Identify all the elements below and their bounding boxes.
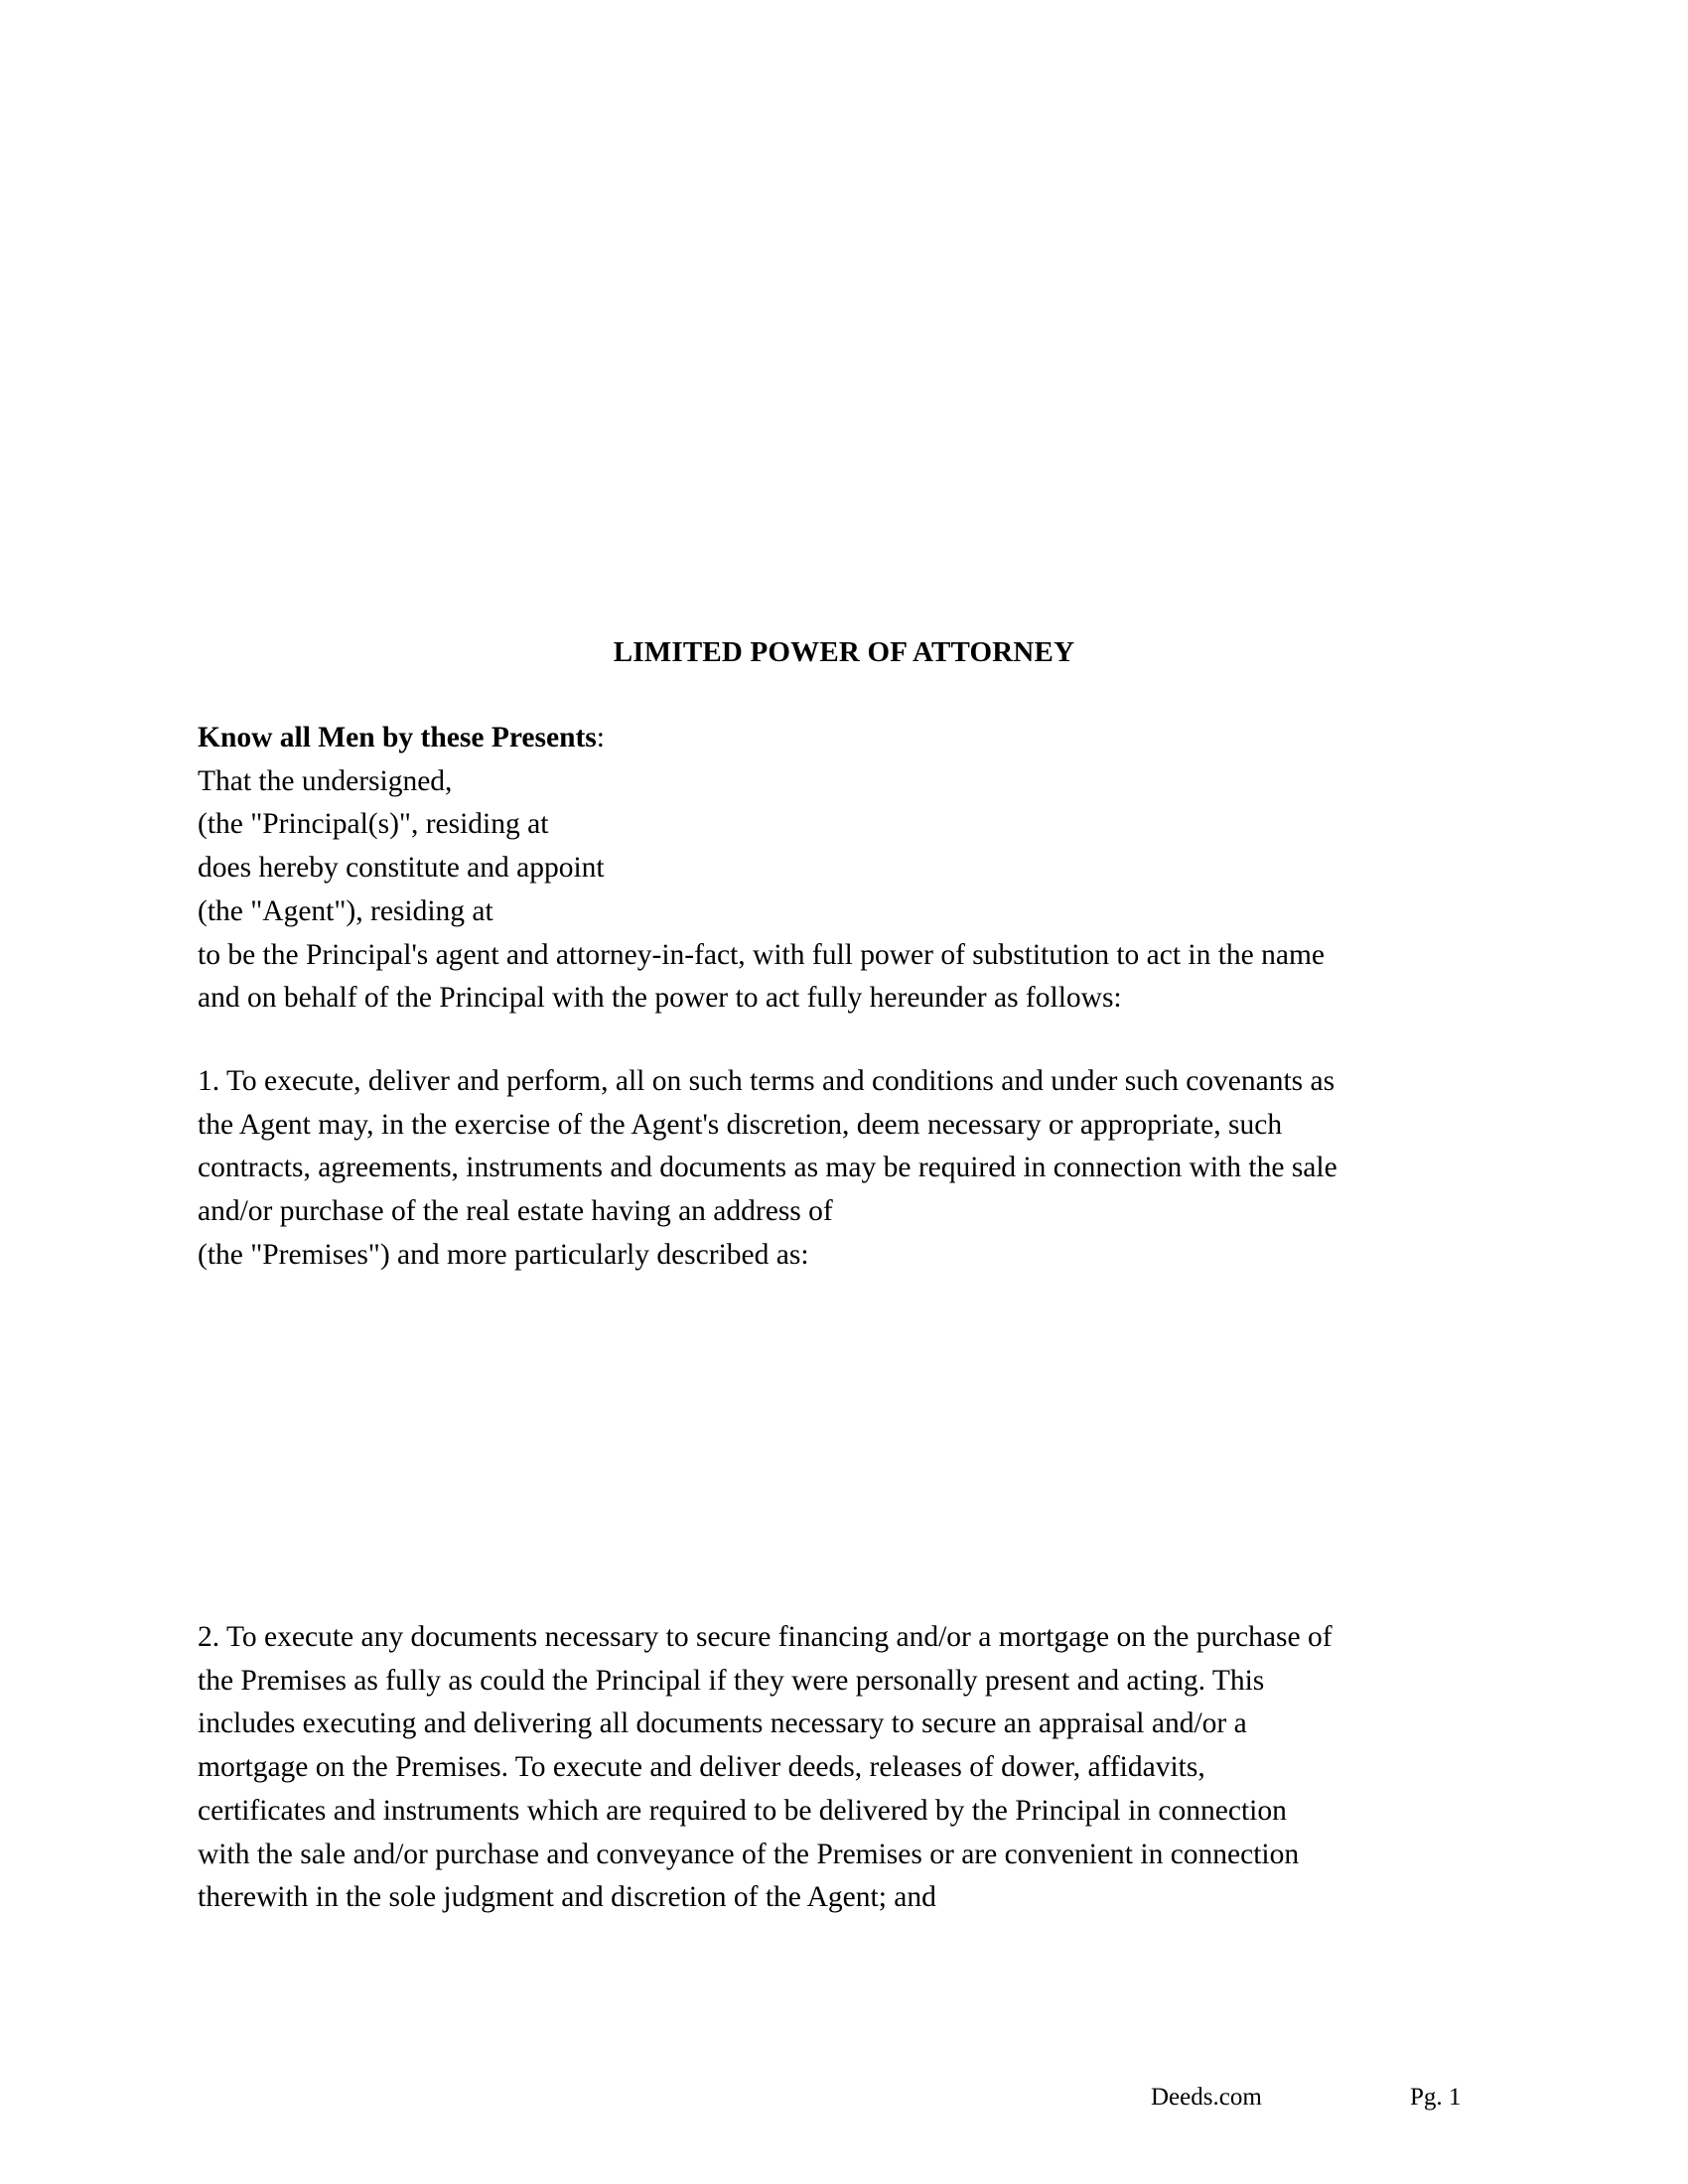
paragraph-2-line: certificates and instruments which are required to be delivered by the Principal in connection	[198, 1794, 1287, 1827]
paragraph-2-line: includes executing and delivering all documents necessary to secure an appraisal and/or a	[198, 1707, 1247, 1740]
paragraph-1	[198, 1060, 1528, 1278]
intro-line: does hereby constitute and appoint	[198, 852, 605, 885]
footer-site: Deeds.com	[1151, 2084, 1262, 2111]
paragraph-1-line: contracts, agreements, instruments and documents as may be required in connection with the sale	[198, 1152, 1337, 1184]
paragraph-1-line: (the "Premises") and more particularly described as:	[198, 1238, 809, 1271]
intro-heading-colon: :	[596, 722, 605, 753]
intro-line: to be the Principal's agent and attorney-in-fact, with full power of substitution to act in the name	[198, 938, 1326, 971]
paragraph-2-line: the Premises as fully as could the Principal if they were personally present and acting. This	[198, 1664, 1265, 1697]
intro-line: (the "Principal(s)", residing at	[198, 808, 549, 841]
intro-line: (the "Agent"), residing at	[198, 894, 493, 927]
intro-heading-bold: Know all Men by these Presents	[198, 722, 597, 753]
paragraph-1-line: the Agent may, in the exercise of the Agent's discretion, deem necessary or appropriate, such	[198, 1108, 1283, 1141]
paragraph-2-line: mortgage on the Premises. To execute and deliver deeds, releases of dower, affidavits,	[198, 1751, 1205, 1784]
paragraph-2-line: therewith in the sole judgment and discretion of the Agent; and	[198, 1881, 936, 1914]
intro-heading	[198, 717, 1528, 760]
paragraph-1-line: and/or purchase of the real estate having an address of	[198, 1195, 833, 1228]
intro-line: That the undersigned,	[198, 764, 453, 797]
paragraph-2-line: 2. To execute any documents necessary to secure financing and/or a mortgage on the purchase of	[198, 1621, 1333, 1653]
paragraph-2	[198, 1616, 1528, 1920]
paragraph-1-line: 1. To execute, deliver and perform, all on such terms and conditions and under such covenants as	[198, 1065, 1336, 1097]
paragraph-2-line: with the sale and/or purchase and conveyance of the Premises or are convenient in connection	[198, 1838, 1300, 1870]
intro-line: and on behalf of the Principal with the power to act fully hereunder as follows:	[198, 982, 1122, 1015]
document-title: LIMITED POWER OF ATTORNEY	[613, 636, 1075, 668]
intro-section	[198, 717, 1528, 1021]
footer-page-number: Pg. 1	[1410, 2084, 1462, 2111]
